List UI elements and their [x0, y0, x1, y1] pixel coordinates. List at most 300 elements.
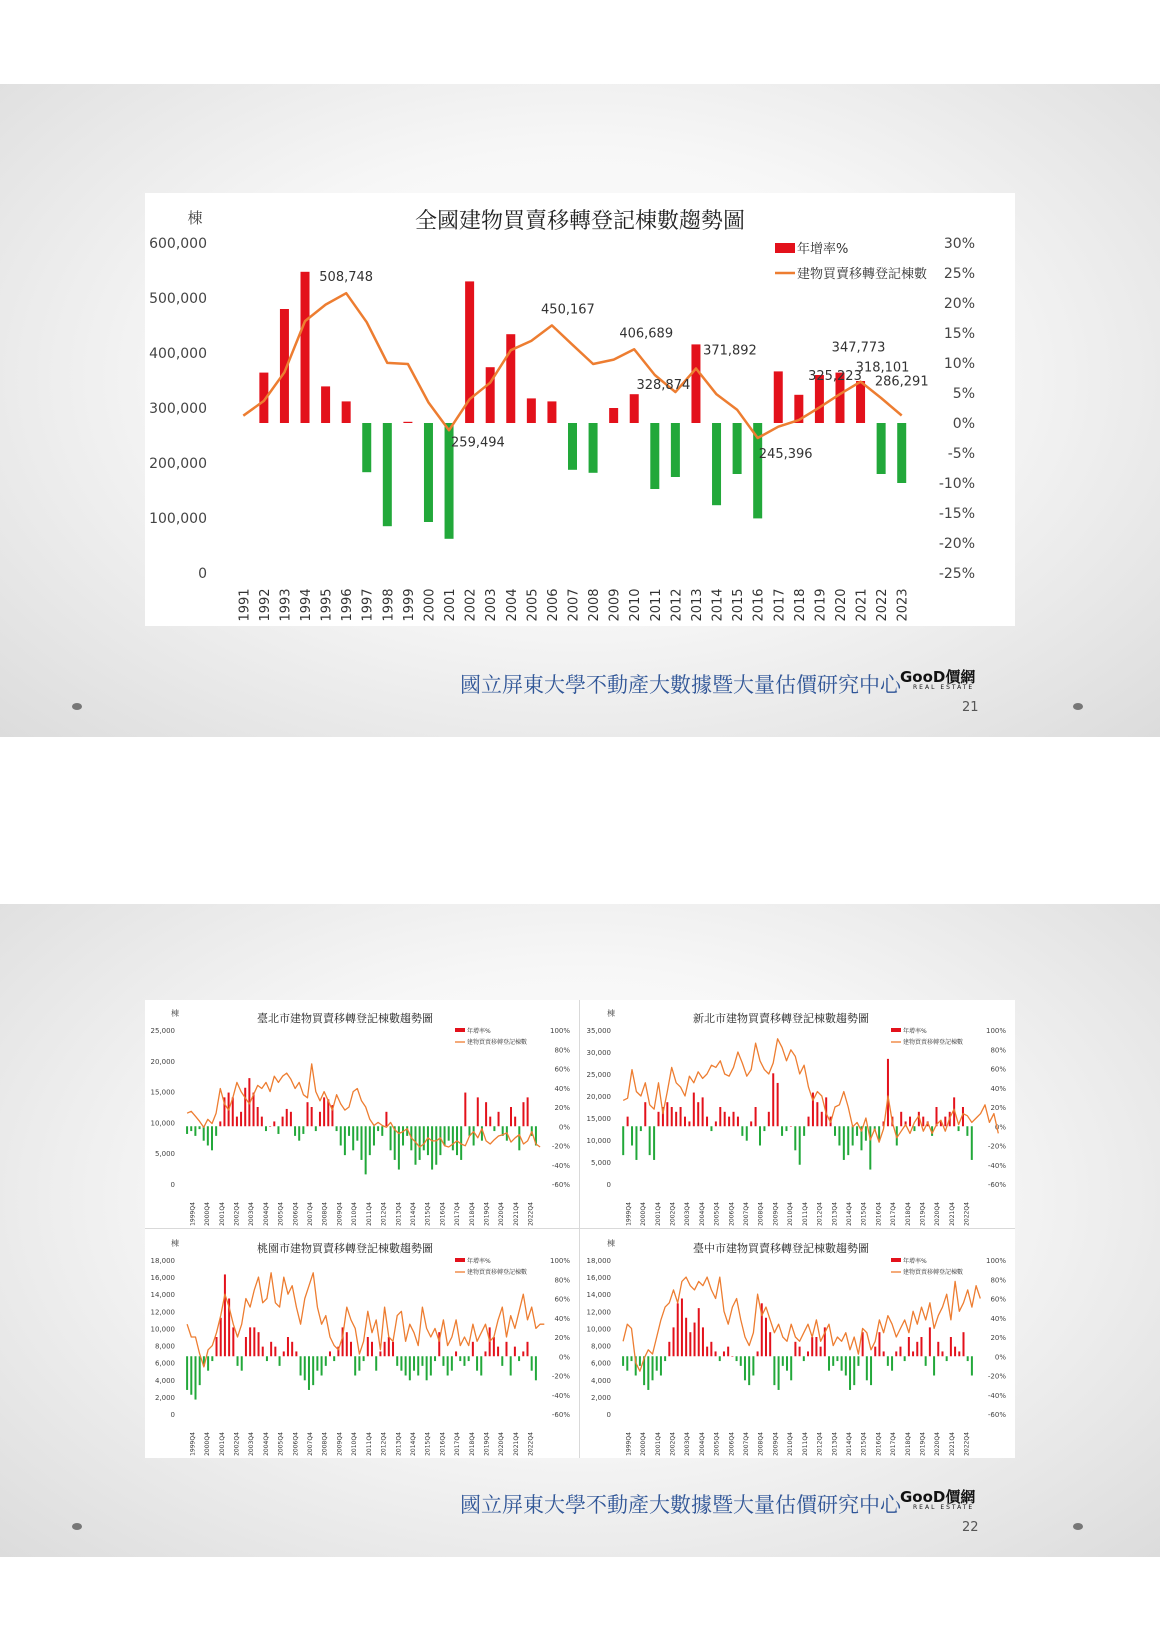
legend-swatch-growth — [775, 243, 795, 253]
x-tick-label: 1993 — [278, 588, 294, 622]
growth-bar — [933, 1356, 935, 1375]
growth-bar — [744, 1356, 746, 1380]
y2-tick-label: -40% — [551, 1161, 570, 1170]
y2-tick-label: 15% — [943, 326, 975, 342]
growth-bar — [852, 1126, 854, 1145]
growth-bar — [712, 423, 721, 505]
x-tick-label: 2020Q4 — [934, 1432, 942, 1456]
growth-bar — [493, 1337, 495, 1356]
growth-bar — [203, 1126, 205, 1140]
x-tick-label: 2011Q4 — [801, 1202, 809, 1226]
y-axis-unit: 棟 — [607, 1009, 615, 1018]
growth-bar — [240, 1112, 242, 1126]
growth-bar — [361, 1126, 363, 1160]
chart-title: 臺中市建物買賣移轉登記棟數趨勢圖 — [693, 1242, 869, 1255]
x-tick-label: 1999 — [401, 588, 417, 622]
growth-bar — [937, 1342, 939, 1356]
data-label: 450,167 — [541, 302, 595, 318]
growth-bar — [424, 423, 433, 522]
growth-bar — [384, 1342, 386, 1356]
growth-bar — [232, 1327, 234, 1356]
growth-bar — [908, 1337, 910, 1356]
growth-bar — [363, 1356, 365, 1361]
growth-bar — [727, 1347, 729, 1357]
y2-tick-label: 100% — [549, 1257, 570, 1265]
growth-bar — [710, 1126, 712, 1131]
y2-tick-label: -60% — [987, 1181, 1006, 1189]
growth-bar — [922, 1117, 924, 1127]
growth-bar — [325, 1356, 327, 1366]
national-chart-card — [145, 193, 1015, 626]
growth-bar — [916, 1342, 918, 1356]
y2-tick-label: 80% — [554, 1276, 570, 1285]
good-logo-sub: REAL ESTATE — [913, 684, 975, 691]
y-tick-label: 400,000 — [149, 346, 207, 362]
x-tick-label: 1999Q4 — [625, 1432, 633, 1456]
growth-bar — [816, 1102, 818, 1126]
x-tick-label: 2011Q4 — [365, 1202, 373, 1226]
growth-bar — [253, 1327, 255, 1356]
x-tick-label: 1999Q4 — [189, 1432, 197, 1456]
growth-bar — [290, 1112, 292, 1126]
growth-bar — [635, 1126, 637, 1160]
growth-bar — [834, 1126, 836, 1136]
x-tick-label: 2007Q4 — [307, 1432, 315, 1456]
y2-tick-label: -60% — [551, 1411, 570, 1419]
growth-bar — [733, 423, 742, 474]
growth-bar — [369, 1126, 371, 1155]
x-tick-label: 2021Q4 — [948, 1432, 956, 1456]
growth-bar — [631, 1356, 633, 1361]
y2-tick-label: -15% — [938, 506, 975, 522]
y2-tick-label: 0% — [558, 1353, 570, 1362]
growth-bar — [609, 408, 618, 423]
growth-bar — [489, 1117, 491, 1127]
x-tick-label: 2005Q4 — [713, 1432, 721, 1456]
y-tick-label: 6,000 — [154, 1359, 175, 1368]
x-tick-label: 2002 — [463, 588, 479, 622]
growth-bar — [958, 1126, 960, 1131]
y-axis-unit: 棟 — [171, 1239, 179, 1248]
x-tick-label: 2019Q4 — [919, 1202, 927, 1226]
x-tick-label: 2003 — [484, 588, 500, 622]
growth-bar — [514, 1117, 516, 1127]
x-tick-label: 2009Q4 — [336, 1202, 344, 1226]
growth-bar — [856, 1126, 858, 1136]
y2-tick-label: 60% — [554, 1295, 570, 1304]
y2-tick-label: 10% — [943, 356, 975, 372]
y2-tick-label: -25% — [938, 566, 975, 582]
legend-swatch-growth — [891, 1028, 901, 1032]
y2-tick-label: -20% — [551, 1142, 570, 1151]
x-tick-label: 2022Q4 — [527, 1432, 535, 1456]
x-tick-label: 2008Q4 — [321, 1432, 329, 1456]
growth-bar — [746, 1126, 748, 1140]
taoyuan-chart — [145, 1230, 579, 1458]
growth-bar — [630, 394, 639, 423]
growth-bar — [426, 1356, 428, 1380]
growth-bar — [423, 1126, 425, 1150]
growth-bar — [527, 398, 536, 423]
legend-label-growth: 年增率% — [467, 1028, 491, 1035]
growth-bar — [463, 1356, 465, 1366]
y2-tick-label: -20% — [987, 1372, 1006, 1381]
growth-bar — [286, 1109, 288, 1126]
y2-tick-label: 100% — [549, 1027, 570, 1035]
growth-bar — [358, 1356, 360, 1370]
x-tick-label: 2018Q4 — [904, 1432, 912, 1456]
growth-bar — [190, 1356, 192, 1395]
growth-bar — [929, 1327, 931, 1356]
x-tick-label: 2006 — [545, 588, 561, 622]
x-tick-label: 2008Q4 — [321, 1202, 329, 1226]
growth-bar — [323, 1097, 325, 1126]
y-tick-label: 5,000 — [154, 1150, 175, 1159]
growth-bar — [866, 1356, 868, 1380]
x-tick-label: 2022 — [875, 588, 891, 622]
data-label: 286,291 — [874, 374, 929, 390]
x-tick-label: 2018Q4 — [468, 1432, 476, 1456]
growth-bar — [622, 1356, 624, 1366]
growth-bar — [847, 1126, 849, 1155]
y2-tick-label: 25% — [943, 266, 975, 282]
y-tick-label: 0 — [170, 1181, 175, 1189]
growth-bar — [199, 1126, 201, 1129]
x-tick-label: 2018Q4 — [904, 1202, 912, 1226]
x-tick-label: 2002Q4 — [669, 1202, 677, 1226]
growth-bar — [966, 1126, 968, 1136]
growth-bar — [740, 1356, 742, 1366]
y2-tick-label: 20% — [990, 1104, 1006, 1112]
growth-bar — [336, 1126, 338, 1131]
growth-bar — [627, 1117, 629, 1127]
slide-21 — [0, 84, 1160, 737]
growth-bar — [356, 1126, 358, 1140]
growth-bar — [207, 1126, 209, 1145]
x-tick-label: 2008 — [587, 588, 603, 622]
growth-bar — [224, 1274, 226, 1356]
institution-name: 國立屏東大學不動產大數據暨大量估價研究中心 — [460, 1493, 901, 1517]
x-tick-label: 2009Q4 — [772, 1432, 780, 1456]
x-tick-label: 1992 — [257, 588, 273, 622]
growth-bar — [954, 1347, 956, 1357]
x-tick-label: 2009 — [607, 588, 623, 622]
x-tick-label: 1991 — [237, 588, 253, 622]
growth-bar — [652, 1356, 654, 1380]
y2-tick-label: 80% — [990, 1046, 1006, 1055]
transactions-line — [623, 1039, 998, 1142]
growth-bar — [244, 1088, 246, 1127]
x-tick-label: 2004 — [504, 588, 520, 622]
y2-tick-label: 40% — [554, 1314, 570, 1323]
growth-bar — [346, 1332, 348, 1356]
growth-bar — [340, 1126, 342, 1145]
page-number: 21 — [962, 700, 979, 715]
x-tick-label: 2002Q4 — [233, 1202, 241, 1226]
data-label: 371,892 — [703, 343, 757, 359]
x-tick-label: 1998 — [381, 588, 397, 622]
growth-bar — [702, 1097, 704, 1126]
x-tick-label: 2017Q4 — [890, 1432, 898, 1456]
good-logo: GooD價網 — [900, 1488, 976, 1506]
y-tick-label: 12,000 — [150, 1308, 175, 1317]
x-tick-label: 2015Q4 — [860, 1202, 868, 1226]
y2-tick-label: 0% — [994, 1353, 1006, 1362]
y-tick-label: 15,000 — [586, 1115, 611, 1123]
growth-bar — [912, 1351, 914, 1356]
x-tick-label: 2018Q4 — [468, 1202, 476, 1226]
growth-bar — [195, 1356, 197, 1399]
data-label: 328,874 — [636, 378, 691, 394]
growth-bar — [518, 1356, 520, 1361]
y-tick-label: 0 — [606, 1411, 611, 1419]
x-tick-label: 2010Q4 — [787, 1432, 795, 1456]
growth-bar — [639, 1356, 641, 1366]
growth-bar — [333, 1356, 335, 1361]
growth-bar — [383, 423, 392, 526]
growth-bar — [883, 1351, 885, 1356]
growth-bar — [950, 1337, 952, 1356]
growth-bar — [715, 1121, 717, 1126]
y-tick-label: 2,000 — [154, 1393, 175, 1402]
growth-bar — [400, 1356, 402, 1370]
growth-bar — [626, 1356, 628, 1370]
y2-tick-label: -20% — [551, 1372, 570, 1381]
y-tick-label: 5,000 — [590, 1159, 611, 1167]
growth-bar — [660, 1356, 662, 1375]
growth-bar — [220, 1318, 222, 1357]
x-tick-label: 2016Q4 — [875, 1202, 883, 1226]
growth-bar — [266, 1356, 268, 1361]
growth-bar — [452, 1126, 454, 1150]
y-tick-label: 25,000 — [586, 1071, 611, 1079]
growth-bar — [294, 1126, 296, 1136]
growth-bar — [414, 1126, 416, 1165]
growth-bar — [656, 1356, 658, 1370]
slide-22 — [0, 904, 1160, 1557]
growth-bar — [430, 1356, 432, 1375]
data-label: 245,396 — [758, 447, 813, 463]
city-charts-card — [145, 1000, 1015, 1458]
growth-bar — [262, 1347, 264, 1357]
growth-bar — [808, 1117, 810, 1127]
growth-bar — [241, 1356, 243, 1370]
y2-tick-label: 60% — [990, 1295, 1006, 1304]
growth-bar — [365, 1126, 367, 1174]
legend-label-growth: 年增率% — [903, 1258, 927, 1265]
growth-bar — [371, 1342, 373, 1356]
growth-bar — [971, 1126, 973, 1160]
y-tick-label: 4,000 — [154, 1376, 175, 1385]
growth-bar — [874, 1347, 876, 1357]
growth-bar — [689, 1332, 691, 1356]
x-tick-label: 2000Q4 — [640, 1202, 648, 1226]
grid-divider-v — [579, 1000, 580, 1458]
growth-bar — [190, 1126, 192, 1131]
x-tick-label: 2012Q4 — [380, 1432, 388, 1456]
growth-bar — [673, 1327, 675, 1356]
x-tick-label: 2000Q4 — [204, 1202, 212, 1226]
x-tick-label: 2013Q4 — [395, 1202, 403, 1226]
growth-bar — [375, 1356, 377, 1370]
x-tick-label: 2005Q4 — [277, 1432, 285, 1456]
growth-bar — [828, 1356, 830, 1370]
growth-bar — [522, 1102, 524, 1126]
growth-bar — [480, 1356, 482, 1375]
growth-bar — [186, 1126, 188, 1134]
growth-bar — [832, 1356, 834, 1366]
growth-bar — [821, 1112, 823, 1126]
growth-bar — [307, 1102, 309, 1126]
legend-swatch-growth — [455, 1258, 465, 1262]
growth-bar — [350, 1342, 352, 1356]
growth-bar — [207, 1356, 209, 1370]
page-number: 22 — [962, 1520, 979, 1535]
x-tick-label: 2005Q4 — [713, 1202, 721, 1226]
growth-bar — [342, 401, 351, 423]
growth-bar — [671, 423, 680, 477]
y-tick-label: 300,000 — [149, 401, 207, 417]
growth-bar — [799, 1347, 801, 1357]
growth-bar — [522, 1351, 524, 1356]
growth-bar — [778, 1356, 780, 1390]
chart-title: 全國建物買賣移轉登記棟數趨勢圖 — [414, 209, 746, 234]
y2-tick-label: -60% — [551, 1181, 570, 1189]
y2-tick-label: 80% — [554, 1046, 570, 1055]
y-tick-label: 18,000 — [586, 1257, 611, 1265]
y2-tick-label: 40% — [990, 1314, 1006, 1323]
growth-bar — [865, 1126, 867, 1140]
x-tick-label: 2007Q4 — [743, 1202, 751, 1226]
x-tick-label: 2014Q4 — [409, 1202, 417, 1226]
growth-bar — [514, 1347, 516, 1357]
x-tick-label: 2013Q4 — [831, 1432, 839, 1456]
y-tick-label: 35,000 — [586, 1027, 611, 1035]
x-tick-label: 2012 — [669, 588, 685, 622]
growth-bar — [510, 1107, 512, 1126]
growth-bar — [650, 423, 659, 489]
growth-bar — [693, 1093, 695, 1127]
growth-bar — [435, 1126, 437, 1165]
y-tick-label: 6,000 — [590, 1359, 611, 1368]
y2-tick-label: -40% — [987, 1161, 1006, 1170]
x-tick-label: 2012Q4 — [380, 1202, 388, 1226]
data-label: 508,748 — [319, 270, 374, 286]
good-logo-sub: REAL ESTATE — [913, 1504, 975, 1511]
transactions-line — [187, 1064, 540, 1147]
national-trend-chart — [145, 193, 1015, 626]
growth-bar — [219, 1121, 221, 1126]
growth-bar — [887, 1059, 889, 1126]
growth-bar — [396, 1356, 398, 1366]
growth-bar — [644, 1102, 646, 1126]
growth-bar — [856, 381, 865, 423]
growth-bar — [402, 1126, 404, 1145]
legend-swatch-growth — [455, 1028, 465, 1032]
growth-bar — [706, 1347, 708, 1357]
growth-bar — [845, 1356, 847, 1375]
grid-divider-h — [145, 1228, 1015, 1229]
transactions-line — [187, 1273, 544, 1367]
growth-bar — [891, 1356, 893, 1370]
growth-bar — [815, 1337, 817, 1356]
growth-bar — [448, 1126, 450, 1140]
growth-bar — [301, 272, 310, 423]
growth-bar — [315, 1126, 317, 1131]
growth-bar — [785, 1126, 787, 1131]
y-tick-label: 20,000 — [150, 1057, 175, 1066]
growth-bar — [715, 1351, 717, 1356]
growth-bar — [794, 1342, 796, 1356]
growth-bar — [245, 1337, 247, 1356]
x-tick-label: 2018 — [792, 588, 808, 622]
x-tick-label: 2019Q4 — [483, 1202, 491, 1226]
growth-bar — [381, 1126, 383, 1136]
growth-bar — [321, 1356, 323, 1375]
x-tick-label: 2011 — [648, 588, 664, 622]
growth-bar — [373, 1126, 375, 1145]
growth-bar — [710, 1342, 712, 1356]
y-tick-label: 25,000 — [150, 1027, 175, 1035]
x-tick-label: 2006Q4 — [292, 1432, 300, 1456]
growth-bar — [719, 1107, 721, 1126]
x-tick-label: 2017Q4 — [890, 1202, 898, 1226]
growth-bar — [694, 1323, 696, 1357]
legend-label-growth: 年增率% — [467, 1258, 491, 1265]
x-tick-label: 2007Q4 — [307, 1202, 315, 1226]
growth-bar — [899, 1347, 901, 1357]
growth-bar — [849, 1356, 851, 1390]
growth-bar — [752, 1356, 754, 1375]
x-tick-label: 2000Q4 — [640, 1432, 648, 1456]
growth-bar — [211, 1356, 213, 1361]
x-tick-label: 2020Q4 — [498, 1432, 506, 1456]
growth-bar — [459, 1356, 461, 1361]
growth-bar — [763, 1126, 765, 1131]
growth-bar — [279, 1356, 281, 1366]
x-tick-label: 2009Q4 — [336, 1432, 344, 1456]
growth-bar — [853, 1356, 855, 1385]
x-tick-label: 2015Q4 — [424, 1432, 432, 1456]
growth-bar — [321, 386, 330, 423]
slide-dot-right — [1073, 703, 1083, 710]
y2-tick-label: -40% — [551, 1391, 570, 1400]
y-tick-label: 0 — [606, 1181, 611, 1189]
x-tick-label: 2022Q4 — [963, 1202, 971, 1226]
growth-bar — [913, 1126, 915, 1131]
growth-bar — [304, 1356, 306, 1380]
growth-bar — [706, 1117, 708, 1127]
growth-bar — [750, 1121, 752, 1126]
growth-bar — [958, 1351, 960, 1356]
growth-bar — [803, 1126, 805, 1136]
growth-bar — [215, 1126, 217, 1136]
y2-tick-label: 80% — [990, 1276, 1006, 1285]
y-tick-label: 500,000 — [149, 291, 207, 307]
growth-bar — [719, 1356, 721, 1361]
slide-dot-left — [72, 1523, 82, 1530]
y-tick-label: 16,000 — [586, 1274, 611, 1283]
y2-tick-label: -60% — [987, 1411, 1006, 1419]
y-tick-label: 0 — [198, 566, 207, 582]
growth-bar — [442, 1356, 444, 1366]
growth-bar — [622, 1126, 624, 1155]
growth-bar — [666, 1102, 668, 1126]
growth-bar — [698, 1308, 700, 1356]
y2-tick-label: -20% — [938, 536, 975, 552]
growth-bar — [688, 1121, 690, 1126]
y2-tick-label: -40% — [987, 1391, 1006, 1400]
